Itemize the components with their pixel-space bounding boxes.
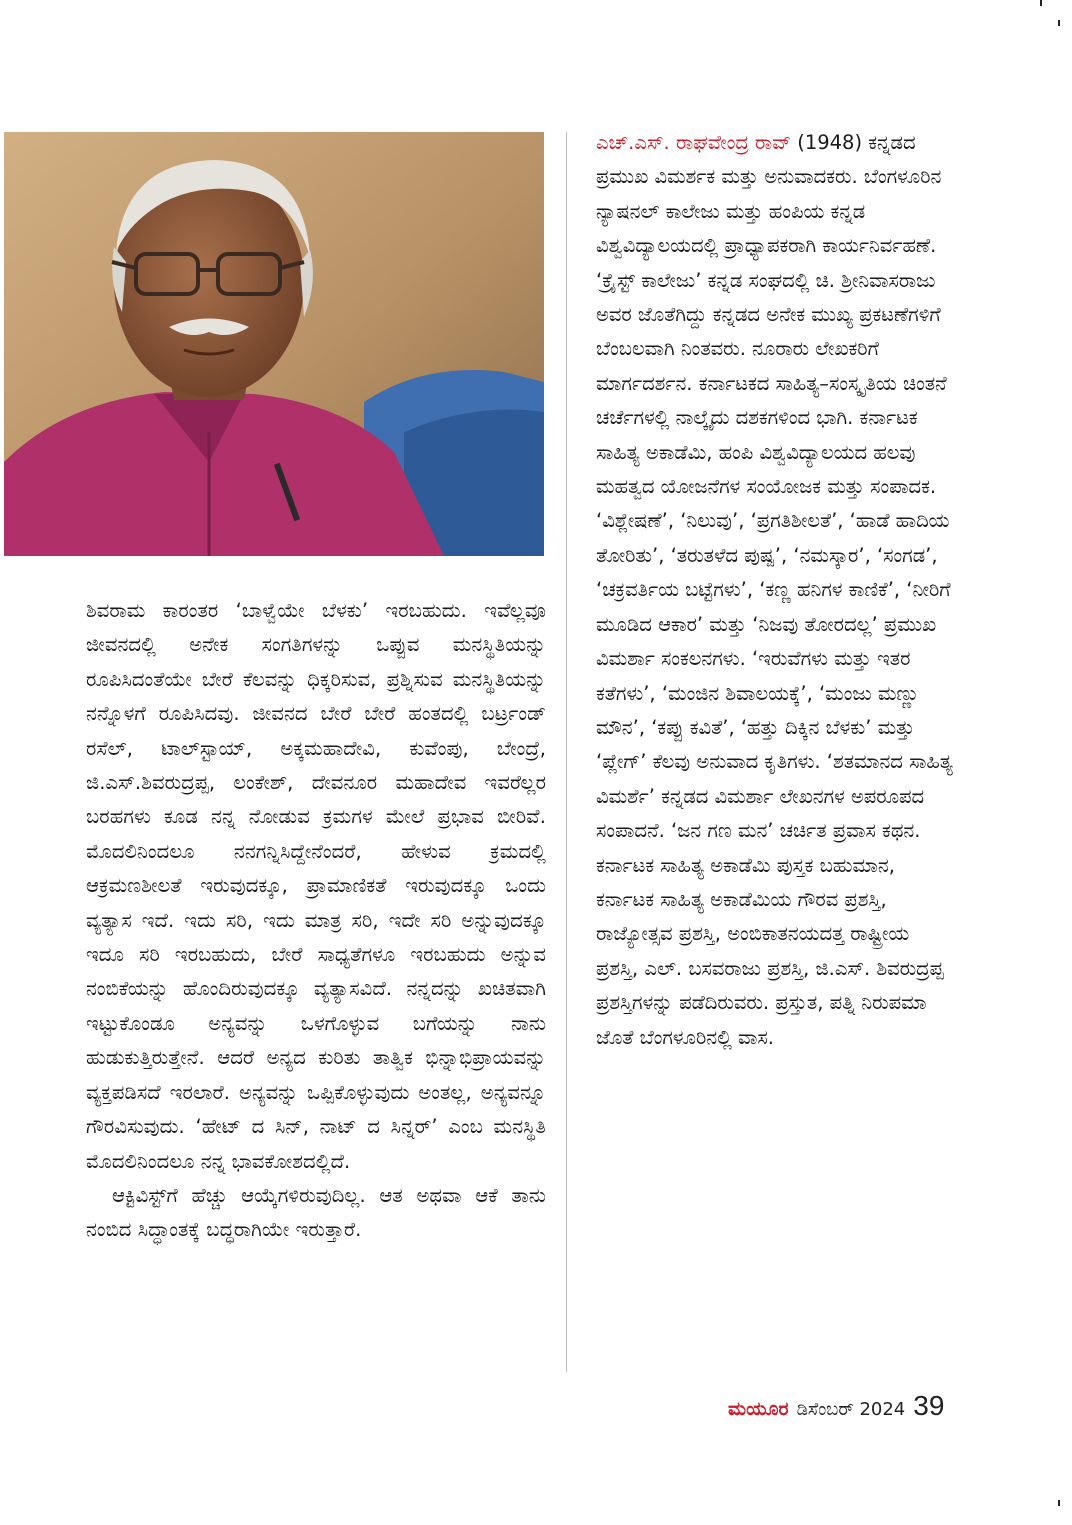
issue-date: ಡಿಸೆಂಬರ್ 2024	[796, 1399, 906, 1420]
author-birth-year: (1948)	[797, 131, 863, 154]
author-name: ಎಚ್.ಎಸ್. ರಾಘವೇಂದ್ರ ರಾವ್	[596, 131, 792, 154]
article-paragraph: ಶಿವರಾಮ ಕಾರಂತರ ‘ಬಾಳ್ವೆಯೇ ಬೆಳಕು’ ಇರಬಹುದು. ಇವೆಲ್ಲವೂ ಜೀವನದಲ್ಲಿ ಅನೇಕ ಸಂಗತಿಗಳನ್ನು ಒಪ್ಪುವ ಮನಸ್ಥಿತಿಯನ್ನು ರೂಪಿಸಿದಂತೆಯೇ ಬೇರೆ ಕೆಲವನ್ನು ಧಿಕ್ಕರಿಸುವ, ಪ್ರಶ್ನಿಸುವ ಮನಸ್ಥಿತಿಯನ್ನು ನನ್ನೊಳಗೆ ರೂಪಿಸಿದವು. ಜೀವನದ ಬೇರೆ ಬೇರೆ ಹಂತದಲ್ಲಿ ಬರ್ಟ್ರಂಡ್ ರಸೆಲ್, ಟಾಲ್‌ಸ್ಟಾಯ್, ಅಕ್ಕಮಹಾದೇವಿ, ಕುವೆಂಪು, ಬೇಂದ್ರೆ, ಜಿ.ಎಸ್.ಶಿವರುದ್ರಪ್ಪ, ಲಂಕೇಶ್, ದೇವನೂರ ಮಹಾದೇವ ಇವರೆಲ್ಲರ ಬರಹಗಳು ಕೂಡ ನನ್ನ ನೋಡುವ ಕ್ರಮಗಳ ಮೇಲೆ ಪ್ರಭಾವ ಬೀರಿವೆ. ಮೊದಲಿನಿಂದಲೂ ನನಗನ್ನಿಸಿದ್ದೇನೆಂದರೆ, ಹೇಳುವ ಕ್ರಮದಲ್ಲಿ ಆಕ್ರಮಣಶೀಲತೆ ಇರುವುದಕ್ಕೂ, ಪ್ರಾಮಾಣಿಕತೆ ಇರುವುದಕ್ಕೂ ಒಂದು ವ್ಯತ್ಯಾಸ ಇದೆ. ಇದು ಸರಿ, ಇದು ಮಾತ್ರ ಸರಿ, ಇದೇ ಸರಿ ಅನ್ನುವುದಕ್ಕೂ ಇದೂ ಸರಿ ಇರಬಹುದು, ಬೇರೆ ಸಾಧ್ಯತೆಗಳೂ ಇರಬಹುದು ಅನ್ನುವ ನಂಬಿಕೆಯನ್ನು ಹೊಂದಿರುವುದಕ್ಕೂ ವ್ಯತ್ಯಾಸವಿದೆ. ನನ್ನದನ್ನು ಖಚಿತವಾಗಿ ಇಟ್ಟುಕೊಂಡೂ ಅನ್ಯವನ್ನು ಒಳಗೊಳ್ಳುವ ಬಗೆಯನ್ನು ನಾನು ಹುಡುಕುತ್ತಿರುತ್ತೇನೆ. ಆದರೆ ಅನ್ಯದ ಕುರಿತು ತಾತ್ವಿಕ ಭಿನ್ನಾಭಿಪ್ರಾಯವನ್ನು ವ್ಯಕ್ತಪಡಿಸದೆ ಇರಲಾರೆ. ಅನ್ಯವನ್ನು ಒಪ್ಪಿಕೊಳ್ಳುವುದು ಅಂತಲ್ಲ, ಅನ್ಯವನ್ನೂ ಗೌರವಿಸುವುದು. ‘ಹೇಟ್ ದ ಸಿನ್, ನಾಟ್ ದ ಸಿನ್ನರ್’ ಎಂಬ ಮನಸ್ಥಿತಿ ಮೊದಲಿನಿಂದಲೂ ನನ್ನ ಭಾವಕೋಶದಲ್ಲಿದೆ.	[86, 599, 546, 1173]
page-footer	[728, 1390, 944, 1430]
crop-mark	[1040, 0, 1042, 6]
bio-paragraph	[596, 126, 956, 1055]
crop-mark	[1058, 1500, 1060, 1506]
author-photo	[4, 132, 544, 556]
column-divider	[566, 132, 567, 1372]
crop-mark	[1058, 20, 1060, 26]
article-paragraph: ಆಕ್ಟಿವಿಸ್ಟ್‌ಗೆ ಹೆಚ್ಚು ಆಯ್ಕೆಗಳಿರುವುದಿಲ್ಲ. ಆತ ಅಥವಾ ಆಕೆ ತಾನು ನಂಬಿದ ಸಿದ್ಧಾಂತಕ್ಕೆ ಬದ್ಧರಾಗಿಯೇ ಇರುತ್ತಾರೆ.	[86, 1183, 546, 1242]
article-body	[86, 594, 546, 1248]
author-bio	[596, 126, 956, 1055]
magazine-logo: ಮಯೂರ	[728, 1398, 789, 1420]
author-portrait-illustration	[4, 132, 544, 556]
page-number: 39	[913, 1390, 945, 1421]
bio-text: ಕನ್ನಡದ ಪ್ರಮುಖ ವಿಮರ್ಶಕ ಮತ್ತು ಅನುವಾದಕರು. ಬೆಂಗಳೂರಿನ ನ್ಯಾಷನಲ್ ಕಾಲೇಜು ಮತ್ತು ಹಂಪಿಯ ಕನ್ನಡ ವಿಶ್ವವಿದ್ಯಾಲಯದಲ್ಲಿ ಪ್ರಾಧ್ಯಾಪಕರಾಗಿ ಕಾರ್ಯನಿರ್ವಹಣೆ. ‘ಕ್ರೈಸ್ಟ್ ಕಾಲೇಜು’ ಕನ್ನಡ ಸಂಘದಲ್ಲಿ ಚಿ. ಶ್ರೀನಿವಾಸರಾಜು ಅವರ ಜೊತೆಗಿದ್ದು ಕನ್ನಡದ ಅನೇಕ ಮುಖ್ಯ ಪ್ರಕಟಣೆಗಳಿಗೆ ಬೆಂಬಲವಾಗಿ ನಿಂತವರು. ನೂರಾರು ಲೇಖಕರಿಗೆ ಮಾರ್ಗದರ್ಶನ. ಕರ್ನಾಟಕದ ಸಾಹಿತ್ಯ–ಸಂಸ್ಕೃತಿಯ ಚಿಂತನೆ ಚರ್ಚೆಗಳಲ್ಲಿ ನಾಲ್ಕೈದು ದಶಕಗಳಿಂದ ಭಾಗಿ. ಕರ್ನಾಟಕ ಸಾಹಿತ್ಯ ಅಕಾಡೆಮಿ, ಹಂಪಿ ವಿಶ್ವವಿದ್ಯಾಲಯದ ಹಲವು ಮಹತ್ವದ ಯೋಜನೆಗಳ ಸಂಯೋಜಕ ಮತ್ತು ಸಂಪಾದಕ. ‘ವಿಶ್ಲೇಷಣೆ’, ‘ನಿಲುವು’, ‘ಪ್ರಗತಿಶೀಲತೆ’, ‘ಹಾಡೆ ಹಾದಿಯ ತೋರಿತು’, ‘ತರುತಳೆದ ಪುಷ್ಪ’, ‘ನಮಸ್ಕಾರ’, ‘ಸಂಗಡ’, ‘ಚಕ್ರವರ್ತಿಯ ಬಟ್ಟೆಗಳು’, ‘ಕಣ್ಣ ಹನಿಗಳ ಕಾಣಿಕೆ’, ‘ನೀರಿಗೆ ಮೂಡಿದ ಆಕಾರ’ ಮತ್ತು ‘ನಿಜವು ತೋರದಲ್ಲ’ ಪ್ರಮುಖ ವಿಮರ್ಶಾ ಸಂಕಲನಗಳು. ‘ಇರುವೆಗಳು ಮತ್ತು ಇತರ ಕತೆಗಳು’, ‘ಮಂಜಿನ ಶಿವಾಲಯಕ್ಕೆ’, ‘ಮಂಜು ಮಣ್ಣು ಮೌನ’, ‘ಕಪ್ಪು ಕವಿತೆ’, ‘ಹತ್ತು ದಿಕ್ಕಿನ ಬೆಳಕು’ ಮತ್ತು ‘ಪ್ಲೇಗ್’ ಕೆಲವು ಅನುವಾದ ಕೃತಿಗಳು. ‘ಶತಮಾನದ ಸಾಹಿತ್ಯ ವಿಮರ್ಶೆ’ ಕನ್ನಡದ ವಿಮರ್ಶಾ ಲೇಖನಗಳ ಅಪರೂಪದ ಸಂಪಾದನೆ. ‘ಜನ ಗಣ ಮನ’ ಚರ್ಚಿತ ಪ್ರವಾಸ ಕಥನ. ಕರ್ನಾಟಕ ಸಾಹಿತ್ಯ ಅಕಾಡೆಮಿ ಪುಸ್ತಕ ಬಹುಮಾನ, ಕರ್ನಾಟಕ ಸಾಹಿತ್ಯ ಅಕಾಡೆಮಿಯ ಗೌರವ ಪ್ರಶಸ್ತಿ, ರಾಜ್ಯೋತ್ಸವ ಪ್ರಶಸ್ತಿ, ಅಂಬಿಕಾತನಯದತ್ತ ರಾಷ್ಟ್ರೀಯ ಪ್ರಶಸ್ತಿ, ಎಲ್. ಬಸವರಾಜು ಪ್ರಶಸ್ತಿ, ಜಿ.ಎಸ್. ಶಿವರುದ್ರಪ್ಪ ಪ್ರಶಸ್ತಿಗಳನ್ನು ಪಡೆದಿರುವರು. ಪ್ರಸ್ತುತ, ಪತ್ನಿ ನಿರುಪಮಾ ಜೊತೆ ಬೆಂಗಳೂರಿನಲ್ಲಿ ವಾಸ.	[596, 131, 953, 1049]
